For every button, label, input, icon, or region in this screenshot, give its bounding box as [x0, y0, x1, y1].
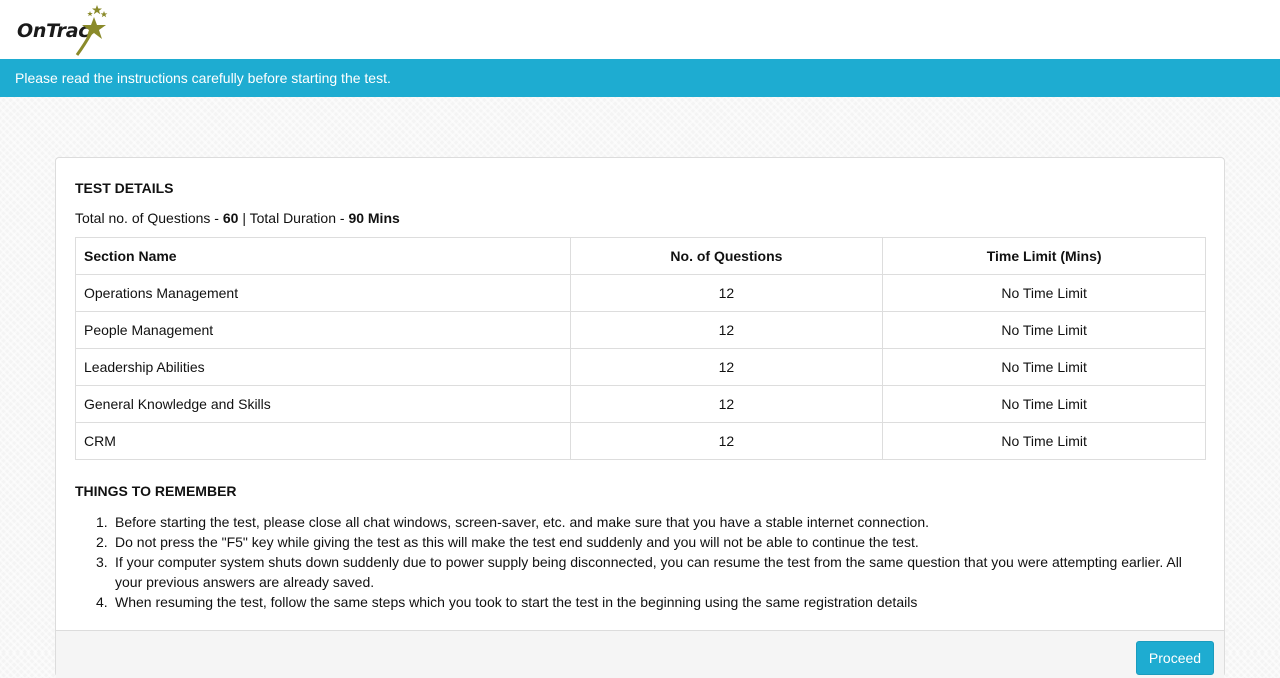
ontrac-logo[interactable]: [16, 2, 116, 58]
duration-value: 90 Mins: [348, 210, 400, 226]
time-limit-cell: No Time Limit: [883, 423, 1206, 460]
logo-text: OnTrac: [17, 20, 90, 42]
section-name-cell: General Knowledge and Skills: [76, 386, 571, 423]
time-limit-cell: No Time Limit: [883, 386, 1206, 423]
time-limit-cell: No Time Limit: [883, 275, 1206, 312]
list-item-text: When resuming the test, follow the same steps which you took to start the test in the beginning using the same registration details: [115, 594, 918, 610]
list-item: [96, 512, 1205, 532]
list-item: [96, 592, 1205, 612]
table-row: [76, 275, 1206, 312]
list-item-number: 1.: [96, 514, 108, 530]
time-limit-cell: No Time Limit: [883, 349, 1206, 386]
test-summary: [75, 210, 400, 226]
question-count-cell: 12: [570, 349, 883, 386]
table-row: [76, 312, 1206, 349]
table-row: [76, 423, 1206, 460]
list-item: [96, 532, 1205, 552]
question-count-cell: 12: [570, 275, 883, 312]
section-name-cell: Leadership Abilities: [76, 349, 571, 386]
instruction-banner-text: Please read the instructions carefully before starting the test.: [15, 70, 391, 86]
time-limit-cell: No Time Limit: [883, 312, 1206, 349]
test-details-title: TEST DETAILS: [75, 180, 174, 196]
list-item-text: Do not press the "F5" key while giving the test as this will make the test end suddenly and you will not be able to continue the test.: [115, 534, 919, 550]
list-item-number: 4.: [96, 594, 108, 610]
table-header-row: [76, 238, 1206, 275]
page-header: [0, 0, 1280, 59]
table-row: [76, 349, 1206, 386]
column-header-questions: No. of Questions: [570, 238, 883, 275]
list-item-text: If your computer system shuts down suddenly due to power supply being disconnected, you can resume the test from the same question that you were attempting earlier. All your previous answers are already saved.: [115, 554, 1182, 590]
remember-list: [96, 512, 1205, 612]
card-footer: [56, 630, 1224, 678]
star-icon: [64, 0, 114, 58]
section-name-cell: People Management: [76, 312, 571, 349]
section-name-cell: CRM: [76, 423, 571, 460]
question-count-cell: 12: [570, 312, 883, 349]
things-to-remember-title: THINGS TO REMEMBER: [75, 483, 237, 499]
test-details-card: [55, 157, 1225, 677]
summary-separator: |: [238, 210, 250, 226]
question-count-cell: 12: [570, 386, 883, 423]
questions-label: Total no. of Questions -: [75, 210, 223, 226]
question-count-cell: 12: [570, 423, 883, 460]
sections-table: [75, 237, 1206, 460]
list-item: [96, 552, 1205, 592]
list-item-number: 3.: [96, 554, 108, 570]
column-header-time-limit: Time Limit (Mins): [883, 238, 1206, 275]
list-item-number: 2.: [96, 534, 108, 550]
instruction-banner: [0, 59, 1280, 97]
table-row: [76, 386, 1206, 423]
column-header-section-name: Section Name: [76, 238, 571, 275]
list-item-text: Before starting the test, please close all chat windows, screen-saver, etc. and make sure that you have a stable internet connection.: [115, 514, 930, 530]
proceed-button[interactable]: Proceed: [1136, 641, 1214, 675]
questions-value: 60: [222, 210, 239, 226]
section-name-cell: Operations Management: [76, 275, 571, 312]
duration-label: Total Duration -: [249, 210, 349, 226]
